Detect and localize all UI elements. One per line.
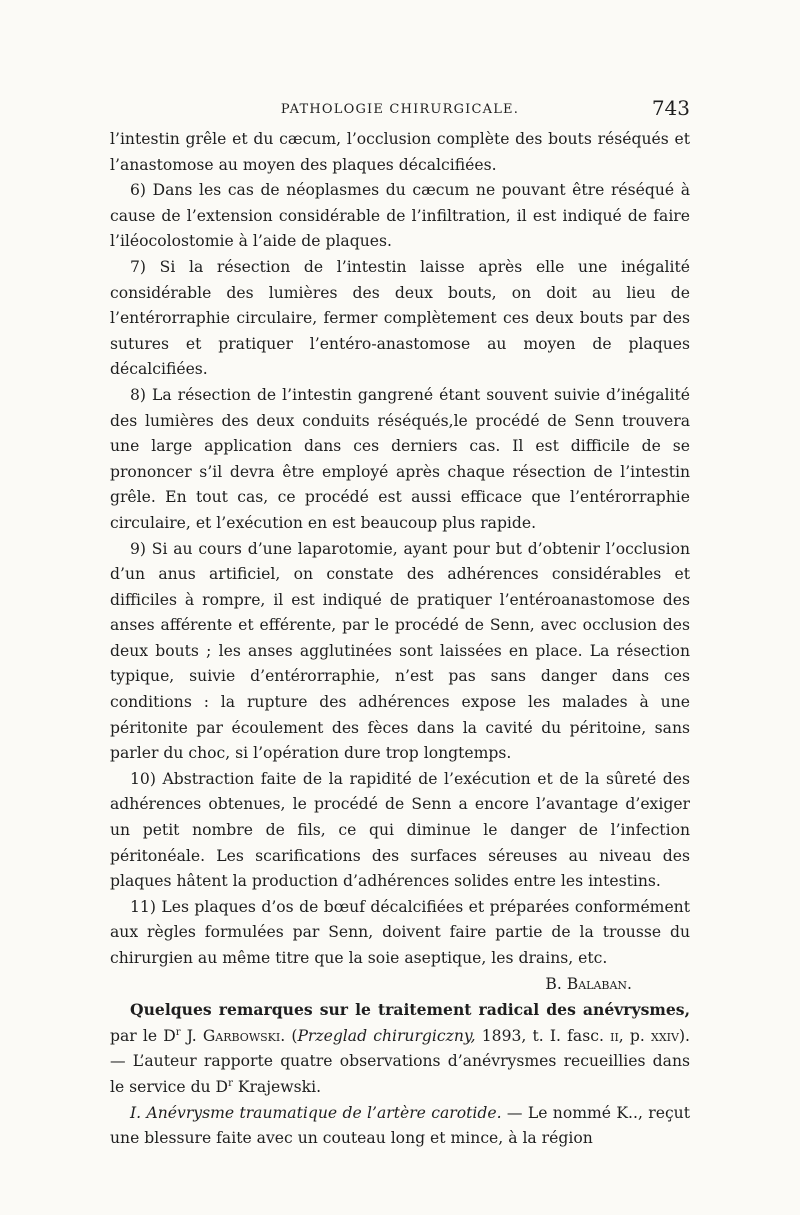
paragraph-continuation: l’intestin grêle et du cæcum, l’occlusion complète des bouts réséqués et l’anastomose au moyen des plaques décalcifiées. [110, 130, 690, 174]
article-rest2: p. [629, 1026, 645, 1045]
article-page: xxiv [651, 1026, 679, 1045]
article-rest4: Krajewski. [237, 1077, 322, 1096]
paragraph-10: 10) Abstraction faite de la rapidité de l’exécution et de la sûreté des adhérences obtenues, le procédé de Senn a encore l’avantage d’exiger un petit nombre de fils, ce qui diminue le danger de l’infection péritonéale. Les scarifications des surfaces séreuses au niveau des plaques hâtent la production d’adhérences solides entre les intestins. [110, 769, 690, 891]
article-journal-open: ( [291, 1026, 298, 1045]
article-sup: r [175, 1026, 181, 1038]
paragraph-9: 9) Si au cours d’une laparotomie, ayant pour but d’obtenir l’occlusion d’un anus artificiel, on constate des adhérences considérables et difficiles à rompre, il est indiqué de pratiquer l’entéroanastomose des anses afférente et efférente, par le procédé de Senn, avec occlusion des deux bouts ; les anses agglutinées sont laissées en place. La résection typique, suivie d’entérorraphie, n’est pas sans danger dans ces conditions : la rupture des adhérences expose les malades à une péritonite par écoulement des fèces dans la cavité du péritoine, sans parler du choc, si l’opération dure trop longtemps. [110, 539, 690, 763]
page-number: 743 [651, 96, 690, 120]
case-paragraph [110, 1101, 690, 1152]
paragraph-6: 6) Dans les cas de néoplasmes du cæcum ne pouvant être réséqué à cause de l’extension considérable de l’infiltration, il est indiqué de faire l’iléocolostomie à l’aide de plaques. [110, 181, 690, 251]
paragraph-11: 11) Les plaques d’os de bœuf décalcifiées et préparées conformément aux règles formulées par Senn, doivent faire partie de la trousse du chirurgien au même titre que la soie aseptique, les drains, etc. [110, 897, 690, 967]
article-journal: Przeglad chirurgiczny, [297, 1026, 476, 1045]
article-rest3: ). — L’auteur rapporte quatre observations d’anévrysmes recueillies dans le service du D [110, 1026, 691, 1096]
article-entry [110, 997, 690, 1100]
paragraph-8: 8) La résection de l’intestin gangrené étant souvent suivie d’inégalité des lumières des deux conduits réséqués,le procédé de Senn trouvera une large application dans ces derniers cas. Il est difficile de se prononcer s’il devra être employé après chaque résection de l’intestin grêle. En tout cas, ce procédé est aussi efficace que l’entérorraphie circulaire, et l’exécution en est beaucoup plus rapide. [110, 385, 690, 532]
paragraph-7: 7) Si la résection de l’intestin laisse après elle une inégalité considérable des lumières des deux bouts, on doit au lieu de l’entérorraphie circulaire, fermer complètement ces deux bouts par des sutures et pratiquer l’entéro-anastomose au moyen de plaques décalcifiées. [110, 257, 690, 379]
running-head: PATHOLOGIE CHIRURGICALE. [280, 102, 520, 117]
article-rest1: 1893, t. I. fasc. [481, 1026, 604, 1045]
article-par: par le D [110, 1026, 176, 1045]
signature: B. Balaban. [545, 974, 632, 993]
page-header [110, 96, 690, 122]
article-author: J. Garbowski. [186, 1026, 286, 1045]
body-text [110, 127, 690, 1152]
article-fasc: ii, [610, 1026, 624, 1045]
case-heading: I. Anévrysme traumatique de l’artère carotide. [130, 1103, 502, 1122]
article-title: Quelques remarques sur le traitement radical des anévrysmes, [130, 1000, 690, 1020]
case-text: — Le nommé K.., reçut une blessure faite avec un couteau long et mince, à la région [110, 1103, 690, 1148]
article-sup2: r [228, 1077, 233, 1089]
